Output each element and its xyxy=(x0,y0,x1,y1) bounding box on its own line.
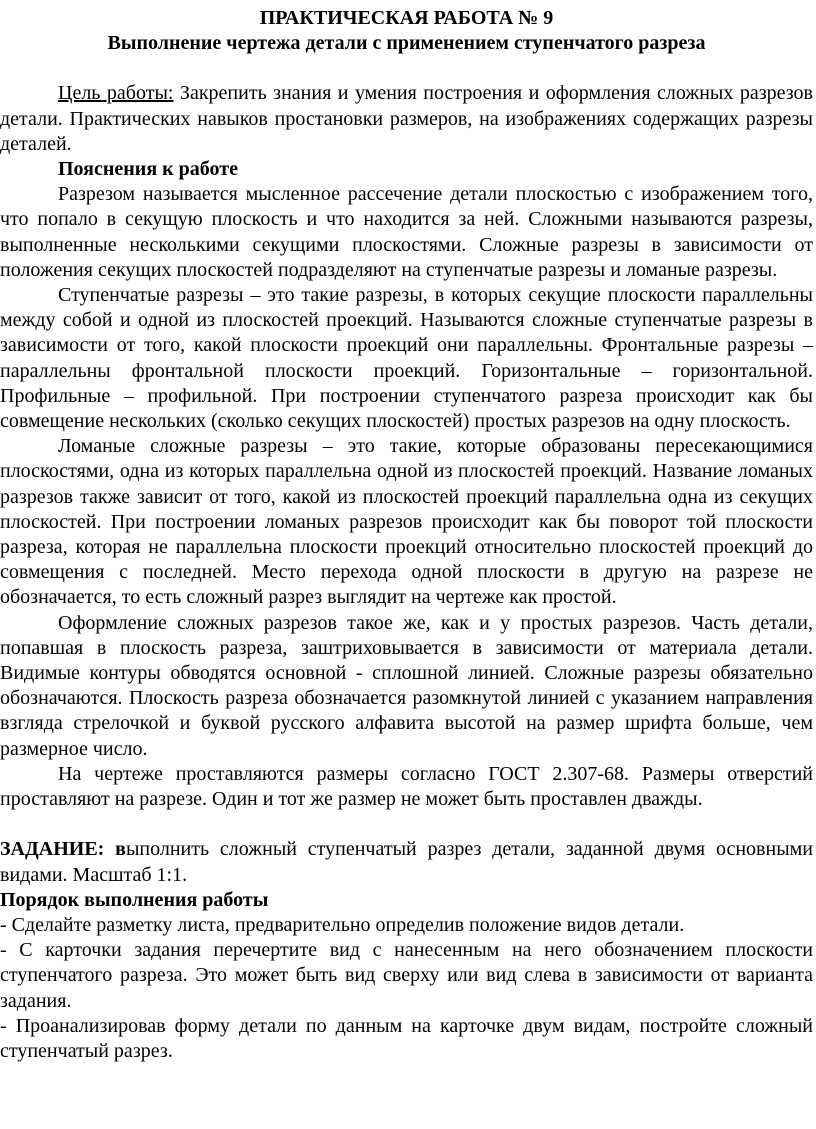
goal-paragraph xyxy=(0,81,813,157)
task-text: ыполнить сложный ступенчатый разрез детали, заданной двумя основными видами. Масштаб 1:1. xyxy=(0,838,813,886)
explanation-paragraph-5: На чертеже проставляются размеры согласно ГОСТ 2.307-68. Размеры отверстий проставляют на разрезе. Один и тот же размер не может быть проставлен дважды. xyxy=(0,762,813,811)
explanations-heading: Пояснения к работе xyxy=(58,158,238,181)
page-subtitle: Выполнение чертежа детали с применением ступенчатого разреза xyxy=(107,32,706,55)
explanation-paragraph-4: Оформление сложных разрезов такое же, как и у простых разрезов. Часть детали, попавшая в плоскость разреза, заштриховывается в зависимости от материала детали. Видимые контуры обводятся основной - сплошной линией. Сложные разрезы обязательно обозначаются. Плоскость разреза обозначается разомкнутой линией с указанием направления взгляда стрелочкой и буквой русского алфавита высотой на размер шрифта больше, чем размерное число. xyxy=(0,611,813,760)
explanation-paragraph-1: Разрезом называется мысленное рассечение детали плоскостью с изображением того, что попало в секущую плоскость и что находится за ней. Сложными называются разрезы, выполненные несколькими секущими плоскостями. Сложные разрезы в зависимости от положения секущих плоскостей подразделяют на ступенчатые разрезы и ломаные разрезы. xyxy=(0,183,813,281)
spacer xyxy=(0,56,813,81)
goal-label: Цель работы: xyxy=(58,82,174,105)
page-title: ПРАКТИЧЕСКАЯ РАБОТА № 9 xyxy=(259,7,554,29)
goal-text: Закрепить знания и умения построения и оформления сложных разрезов детали. Практических навыков простановки размеров, на изображениях содержащих разрезы деталей. xyxy=(0,82,813,155)
procedure-item-1: - Сделайте разметку листа, предварительно определив положение видов детали. xyxy=(0,913,685,936)
task-paragraph xyxy=(0,837,813,887)
explanation-paragraph-2: Ступенчатые разрезы – это такие разрезы, в которых секущие плоскости параллельны между собой и одной из плоскостей проекций. Называются сложные ступенчатые разрезы в зависимости от того, какой плоскости проекций они параллельны. Фронтальные разрезы – параллельны фронтальной плоскости проекций. Горизонтальные – горизонтальной. Профильные – профильной. При построении ступенчатого разреза происходит как бы совмещение нескольких (сколько секущих плоскостей) простых разрезов на одну плоскость. xyxy=(0,284,813,433)
procedure-item-2: - С карточки задания перечертите вид с нанесенным на него обозначением плоскости ступенчатого разреза. Это может быть вид сверху или вид слева в зависимости от варианта задания. xyxy=(0,939,813,1012)
task-label: ЗАДАНИЕ: в xyxy=(0,838,126,861)
procedure-heading: Порядок выполнения работы xyxy=(0,888,269,911)
spacer xyxy=(0,812,813,837)
procedure-item-3: - Проанализировав форму детали по данным на карточке двум видам, постройте сложный ступенчатый разрез. xyxy=(0,1014,813,1062)
explanation-paragraph-3: Ломаные сложные разрезы – это такие, которые образованы пересекающимися плоскостями, одна из которых параллельна одной из плоскостей проекций. Название ломаных разрезов также зависит от того, какой из плоскостей проекций параллельна одна из секущих плоскостей. При построении ломаных разрезов происходит как бы поворот той плоскости разреза, которая не параллельна плоскости проекций относительно плоскостей проекций до совмещения с последней. Место перехода одной плоскости в другую на разрезе не обозначается, то есть сложный разрез выглядит на чертеже как простой. xyxy=(0,435,813,609)
